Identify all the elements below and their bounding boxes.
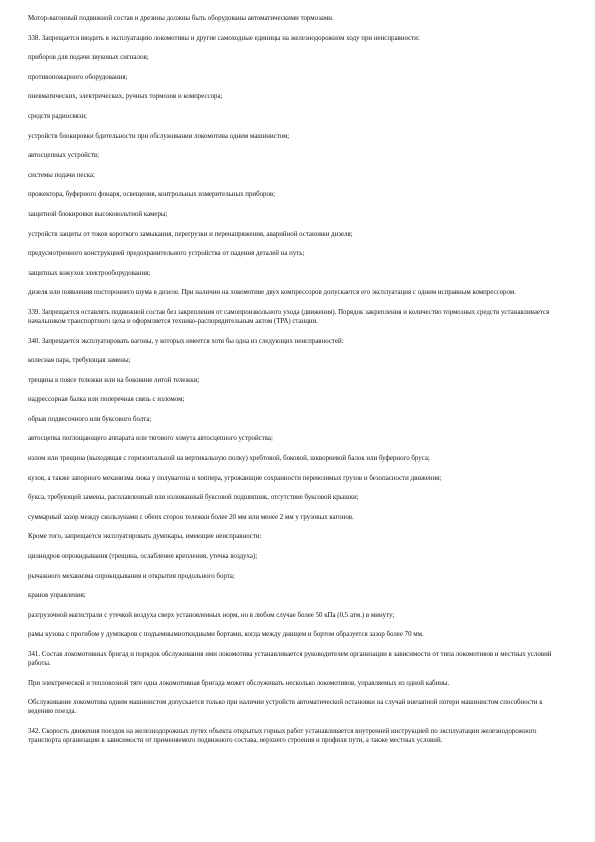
- list-item: обрыв подвесочного или буксового болта;: [28, 415, 152, 423]
- list-item: прожектора, буферного фонаря, освещения, контрольных измерительных приборов;: [28, 191, 276, 199]
- list-item: защитной блокировки высоковольтной камеры;: [28, 210, 168, 218]
- list-item: автосцепка поглощающего аппарата или тягового хомута автосцепного устройства;: [28, 435, 273, 443]
- list-item: кранов управления;: [28, 592, 86, 600]
- list-item: средств радиосвязи;: [28, 112, 88, 120]
- list-item: защитных кожухов электрооборудования;: [28, 269, 151, 277]
- list-item: колесная пара, требующая замены;: [28, 357, 131, 365]
- list-item: автосцепных устройств;: [28, 152, 100, 160]
- list-item: трещина в поясе тележки или на боковине литой тележки;: [28, 376, 200, 384]
- paragraph-dumpcars-heading: Кроме того, запрещается эксплуатировать думпкары, имеющие неисправности:: [28, 533, 262, 541]
- paragraph-338-heading: 338. Запрещается вводить в эксплуатацию локомотивы и другие самоходные единицы на железнодорожном ходу при неисправности:: [28, 34, 420, 42]
- list-item: системы подачи песка;: [28, 171, 95, 179]
- list-item: цилиндров опрокидывания (трещина, ослабление крепления, утечка воздуха);: [28, 553, 258, 561]
- paragraph-single-driver: Обслуживание локомотива одним машинистом допускается только при наличии устройств автоматической остановки на случай внезапной потери машинистом способности к ведению поезда.: [28, 699, 543, 716]
- paragraph-339: 339. Запрещается оставлять подвижной состав без закрепления от самопроизвольного ухода (движения). Порядок закрепления и количество тормозных средств устанавливается начальником транспортного цеха и оформляется технико-распорядительным актом (ТРА) станции.: [28, 308, 550, 325]
- list-item: разгрузочной магистрали с утечкой воздуха сверх установленных норм, но в любом случае более 50 кПа (0,5 атм.) в минуту;: [28, 611, 395, 619]
- paragraph-341: 341. Состав локомотивных бригад и порядок обслуживания ими локомотива устанавливается руководителем организации в зависимости от типа локомотивов и местных условий работы.: [28, 651, 552, 667]
- paragraph-342: 342. Скорость движения поездов на железнодорожных путях объекта открытых горных работ устанавливается внутренней инструкцией по эксплуатации железнодорожного транспорта организации в зависимости от применяемого подвижного состава, верхнего строения и профиля пути, а также местных условий.: [28, 727, 537, 744]
- list-item: устройств блокировки бдительности при обслуживании локомотива одним машинистом;: [28, 132, 290, 140]
- list-item: пневматических, электрических, ручных тормозов и компрессора;: [28, 93, 223, 101]
- paragraph-340-heading: 340. Запрещается эксплуатировать вагоны, у которых имеется хотя бы одна из следующих неисправностей:: [28, 337, 344, 345]
- list-item: противопожарного оборудования;: [28, 73, 128, 81]
- list-item: устройств защиты от токов короткого замыкания, перегрузки и перенапряжения, аварийной остановки дизеля;: [28, 230, 353, 238]
- list-item: рычажного механизма опрокидывания и открытия продольного борта;: [28, 572, 235, 580]
- paragraph-motor-car-brakes: Мотор-вагонный подвижной состав и дрезины должны быть оборудованы автоматическими тормозами.: [28, 15, 334, 22]
- list-item: суммарный зазор между скользунами с обеих сторон тележки более 20 мм или менее 2 мм у грузовых вагонов.: [28, 513, 354, 521]
- list-item: рамы кузова с прогибом у думпкаров с подъемнымиоткидными бортами, когда между днищем и бортом образуется зазор более 70 мм.: [28, 631, 424, 639]
- list-item: приборов для подачи звуковых сигналов;: [28, 54, 149, 62]
- list-item: дизеля или появления постороннего шума в дизеле. При наличии на локомотиве двух компрессоров допускается его эксплуатация с одним исправным компрессором.: [28, 289, 516, 297]
- list-item: кузов, а также запорного механизма люка у полувагона и хоппера, угрожающие сохранности перевозимых грузов и безопасности движения;: [28, 474, 442, 482]
- list-item: букса, требующей замены, расплавленный или изломанный буксовой подшипник, отсутствие буксовой крышки;: [28, 494, 359, 502]
- list-item: надрессорная балка или поперечная связь с изломом;: [28, 396, 185, 404]
- paragraph-traction-crew: При электрической и тепловозной тяге одна локомотивная бригада может обслуживать несколько локомотивов, управляемых из одной кабины.: [28, 679, 450, 687]
- list-item: излом или трещина (выходящая с горизонтальной на вертикальную полку) хребтовой, боковой, шкворневой балок или буферного бруса;: [28, 455, 430, 463]
- list-item: предусмотренного конструкцией предохранительного устройства от падения деталей на путь;: [28, 250, 305, 258]
